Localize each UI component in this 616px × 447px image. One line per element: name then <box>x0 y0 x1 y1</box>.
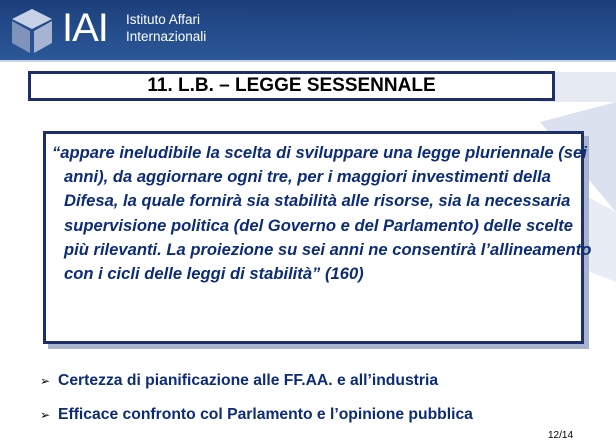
bullet-text: Certezza di pianificazione alle FF.AA. e all’industria <box>58 372 439 389</box>
arrow-bullet-icon: ➢ <box>40 408 51 422</box>
org-name-line1: Istituto Affari <box>126 12 201 27</box>
quote-text: “appare ineludibile la scelta di sviluppare una legge pluriennale (sei anni), da aggiornare ogni tre, per i maggiori investimenti della Difesa, la quale fornirà sia stabilità alle risorse, sia la necessaria supervisione politica (del Governo e del Parlamento) delle scelte più rilevanti. La proiezione su sei anni ne consentirà l’allineamento con i cicli delle leggi di stabilità” (160) <box>52 143 592 284</box>
arrow-bullet-icon: ➢ <box>40 374 51 388</box>
bullet-text: Efficace confronto col Parlamento e l’opinione pubblica <box>58 406 473 423</box>
cube-logo-icon <box>9 7 55 55</box>
bullet-list <box>40 366 473 434</box>
bullet-item <box>40 400 473 430</box>
title-box <box>28 71 555 101</box>
org-name-line2: Internazionali <box>126 29 207 44</box>
quote-box <box>43 131 592 344</box>
slide-title: 11. L.B. – LEGGE SESSENNALE <box>147 75 436 96</box>
bullet-item <box>40 366 473 396</box>
header-bar <box>0 0 616 60</box>
logo-letters: IAI <box>62 6 108 50</box>
page-number: 12/14 <box>548 430 574 441</box>
organization-name <box>126 11 206 45</box>
